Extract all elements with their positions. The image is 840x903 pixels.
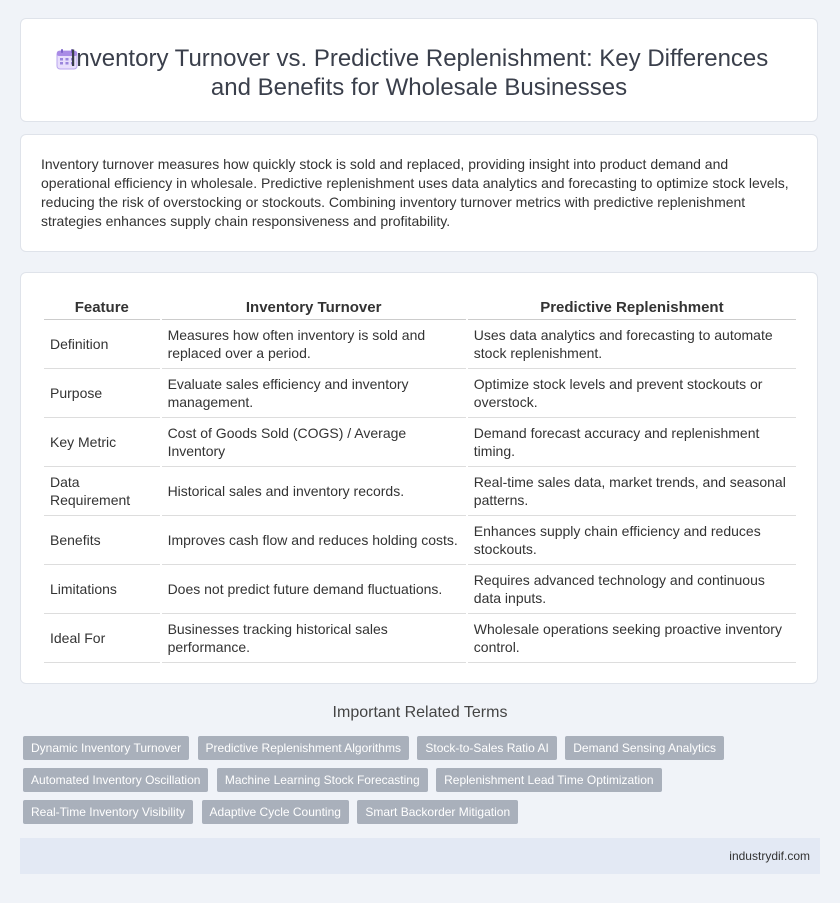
comparison-table (42, 295, 798, 663)
footer-site-link[interactable]: industrydif.com (729, 849, 810, 863)
feature-cell: Purpose (44, 369, 160, 418)
related-term-tag[interactable]: Demand Sensing Analytics (565, 736, 724, 760)
comparison-card (20, 272, 818, 684)
table-row (44, 565, 796, 614)
feature-cell: Data Requirement (44, 467, 160, 516)
table-row (44, 516, 796, 565)
turnover-cell: Measures how often inventory is sold and replaced over a period. (162, 320, 466, 369)
turnover-cell: Does not predict future demand fluctuations. (162, 565, 466, 614)
related-term-tag[interactable]: Stock-to-Sales Ratio AI (417, 736, 556, 760)
replenishment-cell: Demand forecast accuracy and replenishment timing. (468, 418, 796, 467)
turnover-cell: Improves cash flow and reduces holding costs. (162, 516, 466, 565)
turnover-cell: Businesses tracking historical sales performance. (162, 614, 466, 663)
related-term-tag[interactable]: Adaptive Cycle Counting (202, 800, 349, 824)
feature-cell: Ideal For (44, 614, 160, 663)
replenishment-cell: Optimize stock levels and prevent stockouts or overstock. (468, 369, 796, 418)
related-term-tag[interactable]: Smart Backorder Mitigation (357, 800, 518, 824)
table-row (44, 418, 796, 467)
intro-paragraph: Inventory turnover measures how quickly stock is sold and replaced, providing insight into product demand and operational efficiency in wholesale. Predictive replenishment uses data analytics and forecasting to optimize stock levels, reducing the risk of overstocking or stockouts. Combining inventory turnover metrics with predictive replenishment strategies enhances supply chain responsiveness and profitability. (41, 156, 789, 229)
related-term-tag[interactable]: Predictive Replenishment Algorithms (198, 736, 409, 760)
feature-cell: Limitations (44, 565, 160, 614)
table-row (44, 369, 796, 418)
table-row (44, 467, 796, 516)
intro-card (20, 134, 818, 252)
replenishment-cell: Requires advanced technology and continuous data inputs. (468, 565, 796, 614)
feature-cell: Benefits (44, 516, 160, 565)
feature-cell: Definition (44, 320, 160, 369)
replenishment-cell: Uses data analytics and forecasting to automate stock replenishment. (468, 320, 796, 369)
related-terms-list (23, 736, 803, 832)
header-predictive-replenishment: Predictive Replenishment (468, 295, 796, 320)
turnover-cell: Cost of Goods Sold (COGS) / Average Inventory (162, 418, 466, 467)
table-row (44, 614, 796, 663)
header-inventory-turnover: Inventory Turnover (162, 295, 466, 320)
replenishment-cell: Real-time sales data, market trends, and seasonal patterns. (468, 467, 796, 516)
table-row (44, 320, 796, 369)
table-header-row (44, 295, 796, 320)
related-term-tag[interactable]: Machine Learning Stock Forecasting (217, 768, 428, 792)
related-term-tag[interactable]: Real-Time Inventory Visibility (23, 800, 193, 824)
turnover-cell: Historical sales and inventory records. (162, 467, 466, 516)
replenishment-cell: Wholesale operations seeking proactive inventory control. (468, 614, 796, 663)
page-title: Inventory Turnover vs. Predictive Replenishment: Key Differences and Benefits for Wholesale Businesses (69, 45, 769, 101)
turnover-cell: Evaluate sales efficiency and inventory management. (162, 369, 466, 418)
header-feature: Feature (44, 295, 160, 320)
footer (20, 838, 820, 874)
replenishment-cell: Enhances supply chain efficiency and reduces stockouts. (468, 516, 796, 565)
feature-cell: Key Metric (44, 418, 160, 467)
title-card (20, 18, 818, 122)
related-term-tag[interactable]: Automated Inventory Oscillation (23, 768, 208, 792)
related-term-tag[interactable]: Replenishment Lead Time Optimization (436, 768, 661, 792)
related-terms-title: Important Related Terms (332, 704, 508, 721)
related-term-tag[interactable]: Dynamic Inventory Turnover (23, 736, 189, 760)
